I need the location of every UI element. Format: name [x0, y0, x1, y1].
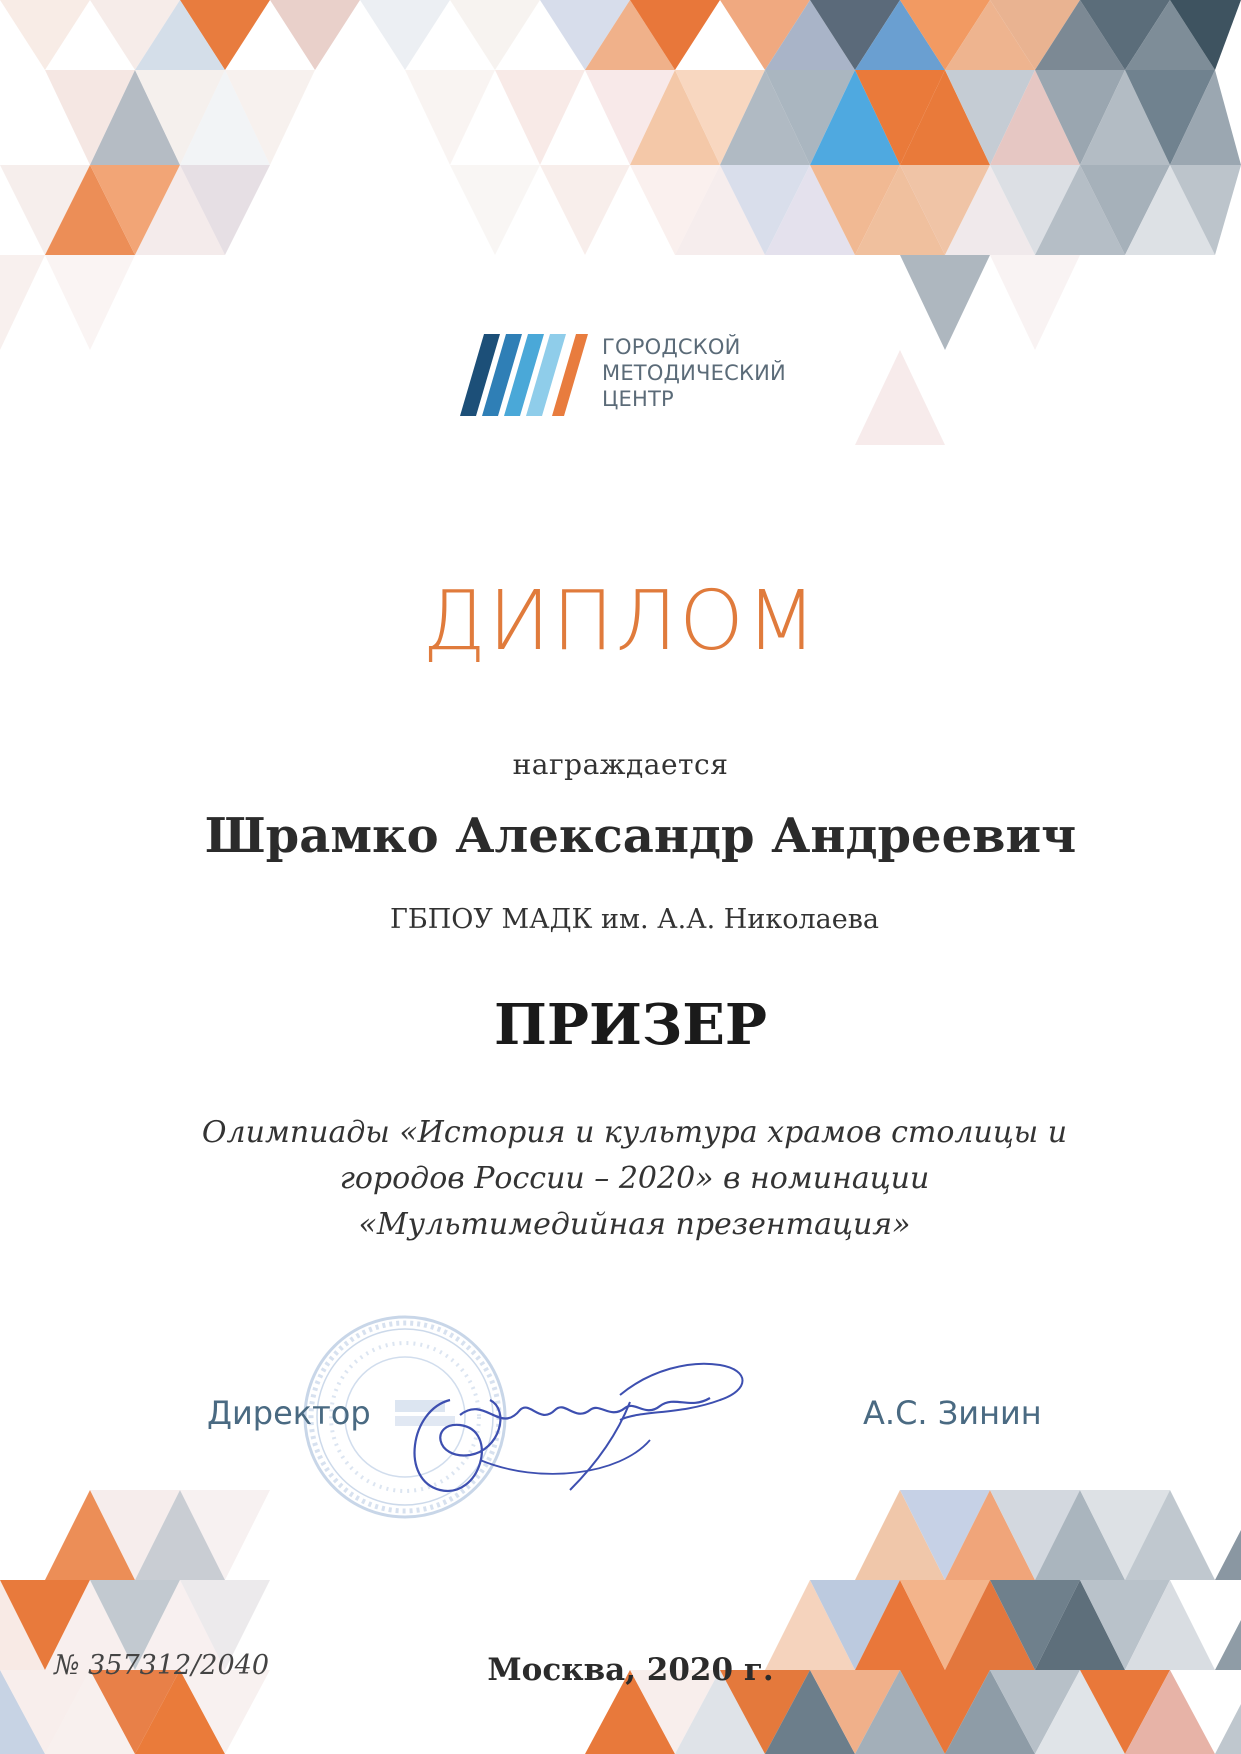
logo-line-2: МЕТОДИЧЕСКИЙ: [602, 361, 786, 385]
bottom-triangle-pattern: [0, 1490, 1241, 1754]
place-date: Москва, 2020 г.: [487, 1652, 774, 1688]
logo-mark-icon: [460, 330, 588, 416]
recipient-name: Шрамко Александр Андреевич: [204, 808, 1077, 864]
description-line-1: Олимпиады «История и культура храмов столицы и: [201, 1115, 1068, 1150]
rank-title: ПРИЗЕР: [493, 992, 768, 1058]
description-line-2: городов России – 2020» в номинации: [339, 1161, 930, 1196]
document-number: № 357312/2040: [54, 1650, 270, 1681]
diploma-title: ДИПЛОМ: [422, 574, 819, 669]
description-line-3: «Мультимедийная презентация»: [358, 1207, 911, 1242]
logo-line-3: ЦЕНТР: [602, 387, 674, 411]
awarded-label: награждается: [512, 748, 729, 781]
logo-text: [602, 334, 786, 412]
logo-line-1: ГОРОДСКОЙ: [602, 335, 741, 359]
signatory-role: Директор: [207, 1394, 371, 1432]
organization: ГБПОУ МАДК им. А.А. Николаева: [389, 904, 880, 935]
signatory-name: А.С. Зинин: [863, 1394, 1042, 1432]
logo: [460, 330, 800, 416]
handwritten-signature: [390, 1340, 770, 1510]
description: [14, 1110, 1241, 1248]
